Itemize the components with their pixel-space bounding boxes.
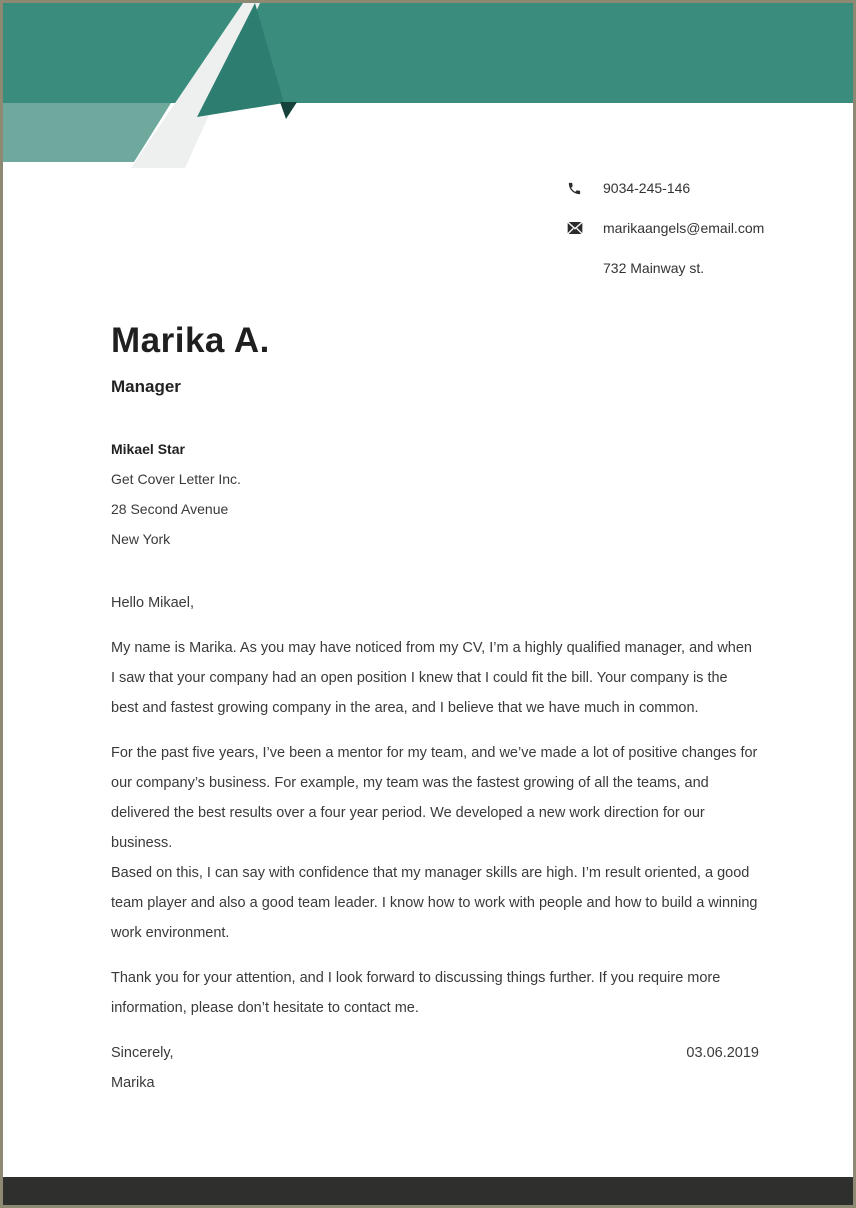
letter-date: 03.06.2019	[686, 1045, 759, 1061]
recipient-block	[111, 434, 241, 554]
applicant-name: Marika A.	[111, 321, 270, 360]
footer-bar	[3, 1177, 853, 1205]
recipient-name: Mikael Star	[111, 441, 185, 457]
letter-paragraph: My name is Marika. As you may have noticed from my CV, I’m a highly qualified manager, and when I saw that your company had an open position I knew that I could fit the bill. Your company is the best and fastest growing company in the area, and I believe that we have much in common.	[111, 640, 752, 716]
letter-paragraph: Based on this, I can say with confidence that my manager skills are high. I’m result oriented, a good team player and also a good team leader. I know how to work with people and how to build a winning work environment.	[111, 865, 758, 941]
contact-block	[567, 168, 837, 288]
phone-icon	[567, 181, 603, 196]
recipient-street: 28 Second Avenue	[111, 501, 229, 517]
closing-salutation: Sincerely,	[111, 1045, 174, 1061]
letter-greeting: Hello Mikael,	[111, 595, 194, 611]
recipient-company: Get Cover Letter Inc.	[111, 471, 241, 487]
letter-paragraph: For the past five years, I’ve been a mentor for my team, and we’ve made a lot of positive changes for our company’s business. For example, my team was the fastest growing of all the teams, and delivered the best results over a four year period. We developed a new work direction for our business.	[111, 745, 758, 851]
applicant-job-title: Manager	[111, 377, 181, 396]
header-darkest-notch	[280, 102, 297, 119]
identity-block	[111, 319, 270, 399]
envelope-icon	[567, 221, 603, 235]
contact-email-row	[567, 208, 837, 248]
signature-name: Marika	[111, 1075, 155, 1091]
header-teal-band	[3, 3, 853, 103]
email-address: marikaangels@email.com	[603, 220, 765, 236]
closing-row	[111, 1038, 759, 1068]
contact-address-row	[567, 248, 837, 288]
phone-number: 9034-245-146	[603, 180, 691, 196]
letter-body	[111, 588, 759, 1098]
letter-paragraph: Thank you for your attention, and I look forward to discussing things further. If you require more information, please don’t hesitate to contact me.	[111, 970, 721, 1016]
contact-phone-row	[567, 168, 837, 208]
header-decoration	[3, 3, 853, 173]
recipient-city: New York	[111, 531, 171, 547]
street-address: 732 Mainway st.	[603, 260, 705, 276]
